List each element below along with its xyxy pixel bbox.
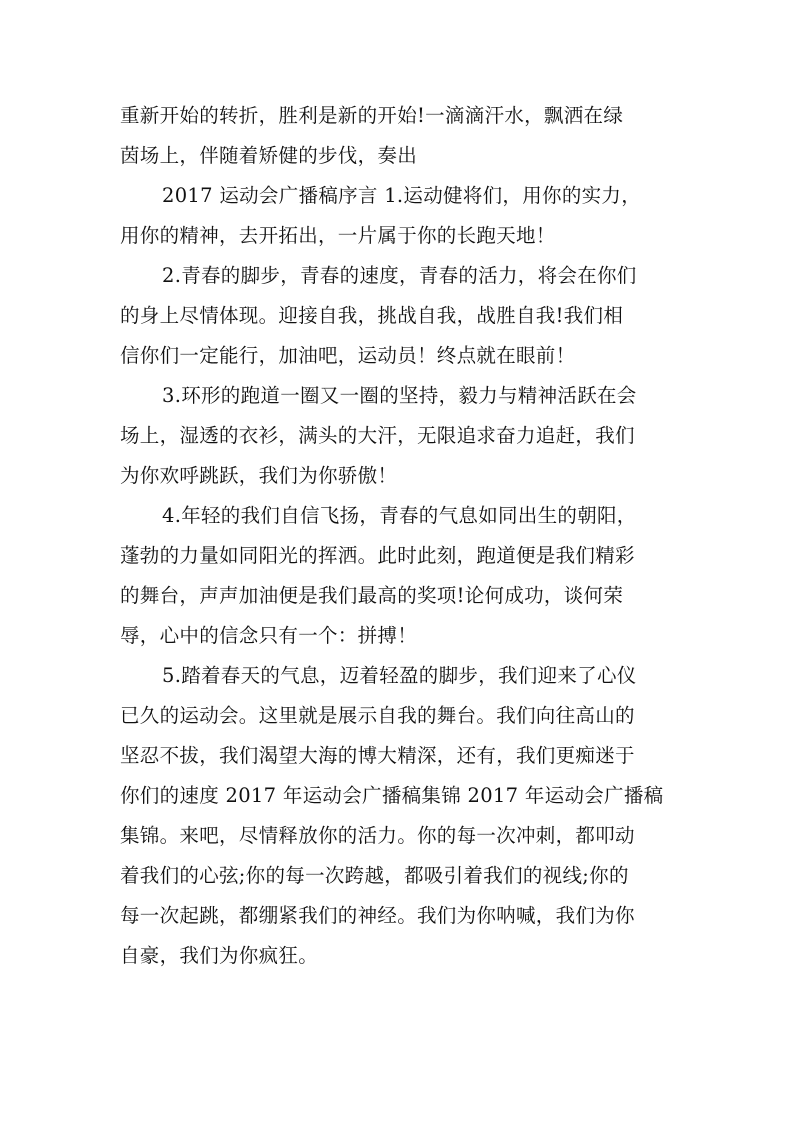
text-line: 重新开始的转折，胜利是新的开始!一滴滴汗水，飘洒在绿 <box>120 104 624 127</box>
text-line: 茵场上，伴随着矫健的步伐，奏出 <box>120 144 418 167</box>
text-line: 自豪，我们为你疯狂。 <box>120 944 319 967</box>
text-line: 你们的速度 2017 年运动会广播稿集锦 2017 年运动会广播稿 <box>120 784 664 807</box>
text-line: 每一次起跳，都绷紧我们的神经。我们为你呐喊，我们为你 <box>120 904 635 927</box>
text-line: 集锦。来吧，尽情释放你的活力。你的每一次冲刺，都叩动 <box>120 824 635 847</box>
text-line: 着我们的心弦;你的每一次跨越，都吸引着我们的视线;你的 <box>120 864 629 887</box>
text-line: 信你们一定能行，加油吧，运动员！终点就在眼前！ <box>120 344 576 367</box>
text-line: 为你欢呼跳跃，我们为你骄傲！ <box>120 464 398 487</box>
text-line: 的舞台，声声加油便是我们最高的奖项!论何成功，谈何荣 <box>120 584 624 607</box>
text-line: 蓬勃的力量如同阳光的挥洒。此时此刻，跑道便是我们精彩 <box>120 544 635 567</box>
text-line: 的身上尽情体现。迎接自我，挑战自我，战胜自我!我们相 <box>120 304 624 327</box>
document-body <box>120 96 680 976</box>
text-line: 5.踏着春天的气息，迈着轻盈的脚步，我们迎来了心仪 <box>162 664 637 687</box>
text-line: 2017 运动会广播稿序言 1.运动健将们，用你的实力， <box>162 184 642 207</box>
text-line: 坚忍不拔，我们渴望大海的博大精深，还有，我们更痴迷于 <box>120 744 635 767</box>
text-line: 场上，湿透的衣衫，满头的大汗，无限追求奋力追赶，我们 <box>120 424 635 447</box>
text-line: 用你的精神，去开拓出，一片属于你的长跑天地！ <box>120 224 556 247</box>
text-line: 已久的运动会。这里就是展示自我的舞台。我们向往高山的 <box>120 704 635 727</box>
text-line: 辱，心中的信念只有一个：拼搏！ <box>120 624 418 647</box>
text-line: 3.环形的跑道一圈又一圈的坚持，毅力与精神活跃在会 <box>162 384 637 407</box>
text-line: 2.青春的脚步，青春的速度，青春的活力，将会在你们 <box>162 264 637 287</box>
text-line: 4.年轻的我们自信飞扬，青春的气息如同出生的朝阳， <box>162 504 637 527</box>
